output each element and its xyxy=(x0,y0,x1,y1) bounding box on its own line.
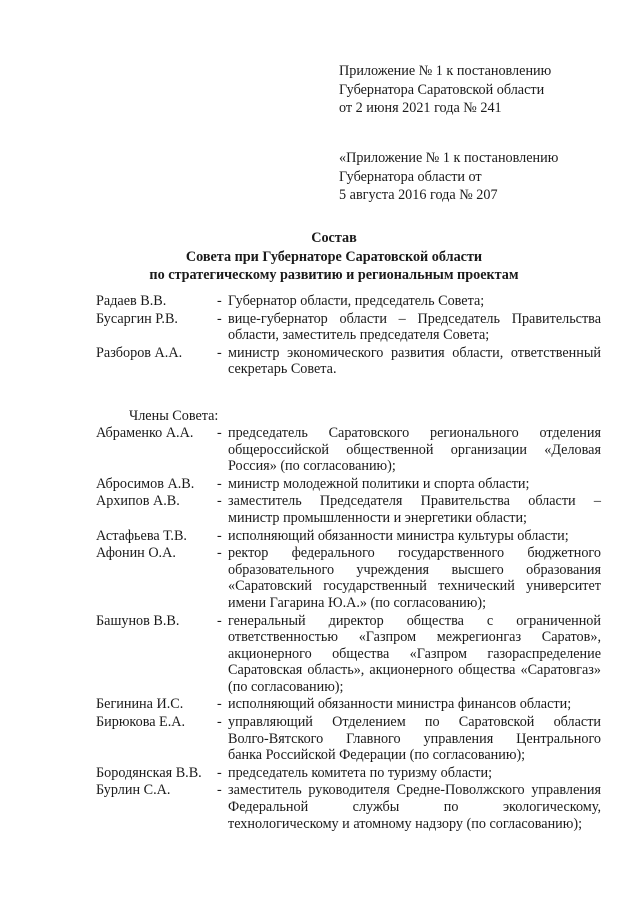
member-name: Астафьева Т.В. xyxy=(96,527,187,544)
member-role-line: заместитель Председателя Правительства области – xyxy=(228,493,601,510)
dash-separator: - xyxy=(217,696,222,713)
member-role-line: акционерного общества «Газпром газораспределение xyxy=(228,645,601,662)
dash-separator: - xyxy=(217,764,222,781)
member-role xyxy=(228,714,601,764)
member-role xyxy=(228,696,601,713)
member-role xyxy=(228,782,601,832)
member-role xyxy=(228,311,601,344)
member-role-line: Россия» (по согласованию); xyxy=(228,458,396,475)
member-role-line: образовательного учреждения высшего образования xyxy=(228,561,601,578)
dash-separator: - xyxy=(217,475,222,492)
member-row xyxy=(96,476,601,493)
dash-separator: - xyxy=(217,424,222,441)
member-name: Разборов А.А. xyxy=(96,344,183,361)
member-row xyxy=(96,613,601,696)
quoted-appendix-line: 5 августа 2016 года № 207 xyxy=(339,187,498,203)
appendix-line: Приложение № 1 к постановлению xyxy=(339,63,552,79)
member-role-line: секретарь Совета. xyxy=(228,361,337,378)
member-row xyxy=(96,765,601,782)
dash-separator: - xyxy=(217,310,222,327)
appendix-note xyxy=(339,62,609,118)
member-role xyxy=(228,545,601,611)
member-role xyxy=(228,293,601,310)
member-role-line: общероссийской общественной организации «Деловая xyxy=(228,441,601,458)
member-name: Бегинина И.С. xyxy=(96,696,184,713)
member-role xyxy=(228,528,601,545)
dash-separator: - xyxy=(217,527,222,544)
quoted-appendix-line: Губернатора области от xyxy=(339,168,482,185)
member-role xyxy=(228,613,601,696)
member-role-line: министр молодежной политики и спорта области; xyxy=(228,475,530,492)
member-row xyxy=(96,425,601,475)
member-role xyxy=(228,476,601,493)
members-list xyxy=(96,425,601,832)
member-role-line: Губернатор области, председатель Совета; xyxy=(228,293,485,309)
dash-separator: - xyxy=(217,612,222,629)
member-role-line: «Саратовский государственный технический университет xyxy=(228,578,601,595)
appendix-line: от 2 июня 2021 года № 241 xyxy=(339,100,502,116)
member-role-line: области, заместитель председателя Совета; xyxy=(228,327,490,344)
members-label: Члены Совета: xyxy=(129,407,219,424)
member-role-line: министр промышленности и энергетики области; xyxy=(228,509,527,526)
member-role xyxy=(228,493,601,526)
member-row xyxy=(96,545,601,611)
member-row xyxy=(96,345,601,378)
title-line: Совета при Губернаторе Саратовской области xyxy=(185,248,483,265)
dash-separator: - xyxy=(217,782,222,799)
member-role-line: имени Гагарина Ю.А.» (по согласованию); xyxy=(228,594,487,611)
member-role-line: министр экономического развития области, ответственный xyxy=(228,344,601,361)
member-role-line: банка Российской Федерации (по согласованию); xyxy=(228,747,526,764)
member-role xyxy=(228,345,601,378)
member-row xyxy=(96,293,601,310)
member-role-line: ответственностью «Газпром межрегионгаз Саратов», xyxy=(228,629,601,646)
member-row xyxy=(96,782,601,832)
dash-separator: - xyxy=(217,493,222,510)
member-name: Бусаргин Р.В. xyxy=(96,310,178,327)
member-row xyxy=(96,696,601,713)
member-row xyxy=(96,714,601,764)
member-name: Бирюкова Е.А. xyxy=(96,714,186,731)
member-name: Бурлин С.А. xyxy=(96,782,171,799)
quoted-appendix-line: «Приложение № 1 к постановлению xyxy=(339,150,559,166)
member-role-line: технологическому и атомному надзору (по согласованию); xyxy=(228,815,583,832)
member-name: Радаев В.В. xyxy=(96,293,167,309)
member-name: Архипов А.В. xyxy=(96,493,180,510)
member-row xyxy=(96,493,601,526)
title-line: по стратегическому развитию и региональным проектам xyxy=(149,267,519,283)
document-title xyxy=(0,229,640,285)
dash-separator: - xyxy=(217,714,222,731)
member-role-line: председатель комитета по туризму области; xyxy=(228,764,493,781)
member-role-line: (по согласованию); xyxy=(228,678,344,695)
title-line: Состав xyxy=(311,230,357,246)
member-role xyxy=(228,425,601,475)
member-name: Бородянская В.В. xyxy=(96,764,202,781)
member-role-line: Волго-Вятского Главного управления Центрального xyxy=(228,730,601,747)
member-name: Афонин О.А. xyxy=(96,545,176,562)
leaders-list xyxy=(96,293,601,378)
member-row xyxy=(96,311,601,344)
member-role-line: Федеральной службы по экологическому, xyxy=(228,799,601,816)
member-role-line: председатель Саратовского регионального отделения xyxy=(228,424,601,441)
member-role-line: исполняющий обязанности министра культуры области; xyxy=(228,527,569,544)
member-row xyxy=(96,528,601,545)
member-role xyxy=(228,765,601,782)
member-role-line: заместитель руководителя Средне-Поволжского управления xyxy=(228,782,601,799)
member-role-line: вице-губернатор области – Председатель Правительства xyxy=(228,310,601,327)
member-name: Башунов В.В. xyxy=(96,612,180,629)
member-role-line: исполняющий обязанности министра финансов области; xyxy=(228,696,572,713)
member-role-line: ректор федерального государственного бюджетного xyxy=(228,545,601,562)
dash-separator: - xyxy=(217,293,222,309)
member-name: Абраменко А.А. xyxy=(96,424,194,441)
appendix-line: Губернатора Саратовской области xyxy=(339,81,545,98)
dash-separator: - xyxy=(217,545,222,562)
member-role-line: Саратовская область», акционерного общества «Саратовгаз» xyxy=(228,662,601,679)
dash-separator: - xyxy=(217,344,222,361)
quoted-appendix-note xyxy=(339,149,609,205)
member-name: Абросимов А.В. xyxy=(96,475,195,492)
council-composition xyxy=(96,293,601,833)
member-role-line: генеральный директор общества с ограниченной xyxy=(228,612,601,629)
member-role-line: управляющий Отделением по Саратовской области xyxy=(228,714,601,731)
